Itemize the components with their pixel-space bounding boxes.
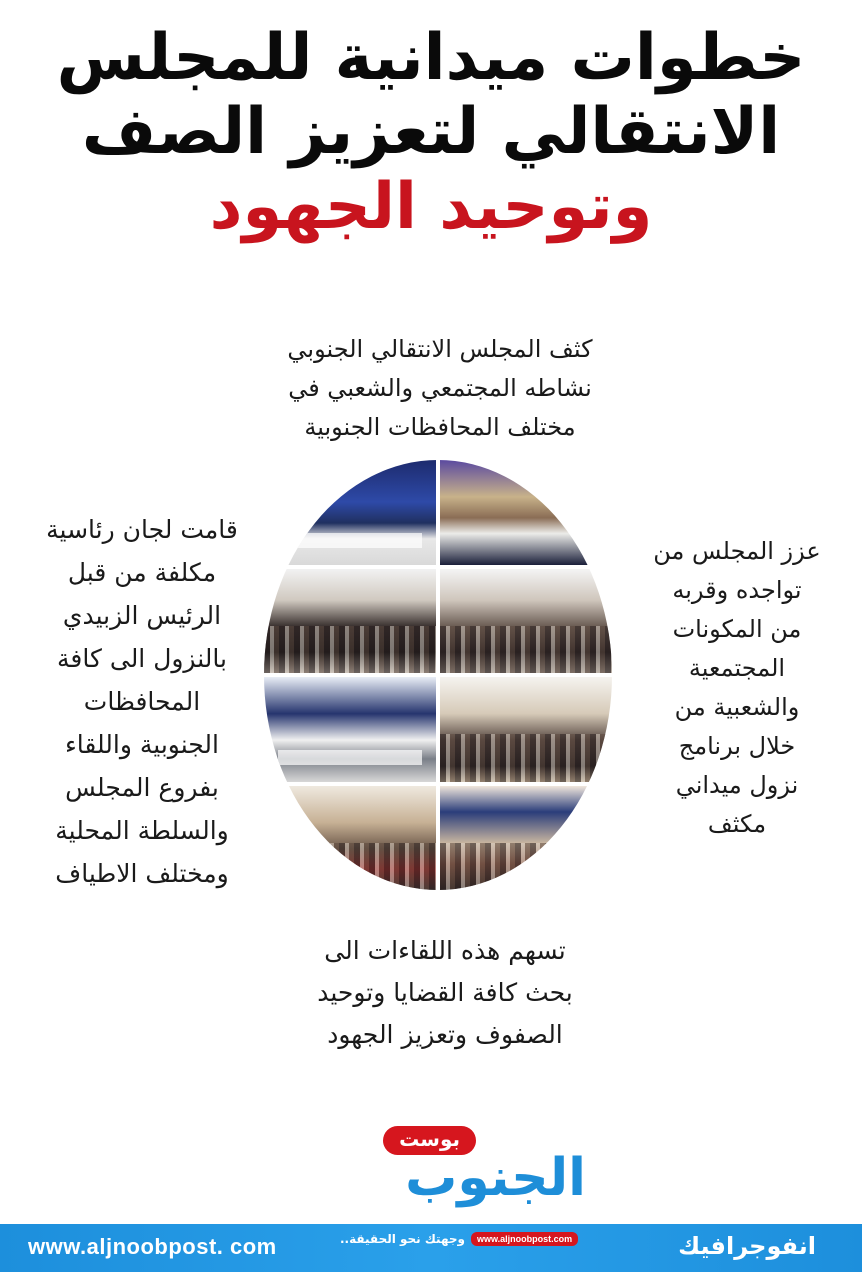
bottom-line: تسهم هذه اللقاءات الى: [324, 936, 566, 965]
left-line: الجنوبية واللقاء: [65, 730, 219, 759]
photo-crowd-standing: [440, 569, 612, 674]
headline-line-2: الانتقالي لتعزيز الصف: [81, 94, 781, 169]
bottom-line: بحث كافة القضايا وتوحيد: [317, 978, 573, 1007]
right-line: نزول ميداني: [675, 771, 799, 799]
left-line: بفروع المجلس: [65, 773, 219, 802]
photo-seated-crowd: [264, 786, 436, 891]
headline: [0, 22, 862, 245]
footer-section-label: انفوجرافيك: [678, 1232, 816, 1260]
brand-logo: [356, 1120, 596, 1228]
left-line: بالنزول الى كافة: [57, 644, 227, 673]
left-line: قامت لجان رئاسية: [46, 515, 238, 544]
intro-line: مختلف المحافظات الجنوبية: [304, 413, 576, 441]
bottom-text-block: [270, 930, 620, 1056]
logo-wordmark: الجنوب: [405, 1148, 586, 1208]
photo-collage: [264, 460, 612, 890]
left-text-block: [22, 508, 262, 895]
intro-text: [240, 330, 640, 447]
intro-line: نشاطه المجتمعي والشعبي في: [288, 374, 592, 402]
footer-bottom-edge: [0, 1272, 862, 1280]
headline-line-3: وتوحيد الجهود: [209, 170, 653, 245]
footer-slogan-strip: [340, 1228, 578, 1250]
footer-slogan: وجهتك نحو الحقيقة..: [340, 1232, 465, 1246]
right-line: مكثف: [707, 810, 767, 838]
left-line: الرئيس الزبيدي: [62, 601, 222, 630]
right-line: من المكونات: [672, 615, 802, 643]
photo-meeting-banner: [440, 786, 612, 891]
footer-strip-url[interactable]: www.aljnoobpost.com: [471, 1232, 578, 1246]
photo-podium-lineup: [264, 677, 436, 782]
headline-line-1: خطوات ميدانية للمجلس: [56, 21, 806, 95]
photo-audience-hall: [264, 569, 436, 674]
left-line: ومختلف الاطياف: [55, 859, 229, 888]
right-line: تواجده وقربه: [672, 576, 802, 604]
footer-bar: [0, 1224, 862, 1272]
logo-tag: بوست: [383, 1126, 476, 1155]
left-line: المحافظات: [83, 687, 201, 716]
bottom-line: الصفوف وتعزيز الجهود: [327, 1020, 563, 1049]
photo-speaker-portrait: [440, 460, 612, 565]
intro-line: كثف المجلس الانتقالي الجنوبي: [287, 335, 593, 363]
photo-hall-podium: [440, 677, 612, 782]
right-line: والشعبية من: [674, 693, 800, 721]
right-line: عزز المجلس من: [653, 537, 821, 565]
footer-website-link[interactable]: www.aljnoobpost. com: [28, 1234, 277, 1259]
left-line: مكلفة من قبل: [67, 558, 217, 587]
left-line: والسلطة المحلية: [55, 816, 229, 845]
right-line: المجتمعية: [688, 654, 786, 682]
right-text-block: [628, 532, 846, 844]
right-line: خلال برنامج: [678, 732, 796, 760]
photo-stage-officials: [264, 460, 436, 565]
